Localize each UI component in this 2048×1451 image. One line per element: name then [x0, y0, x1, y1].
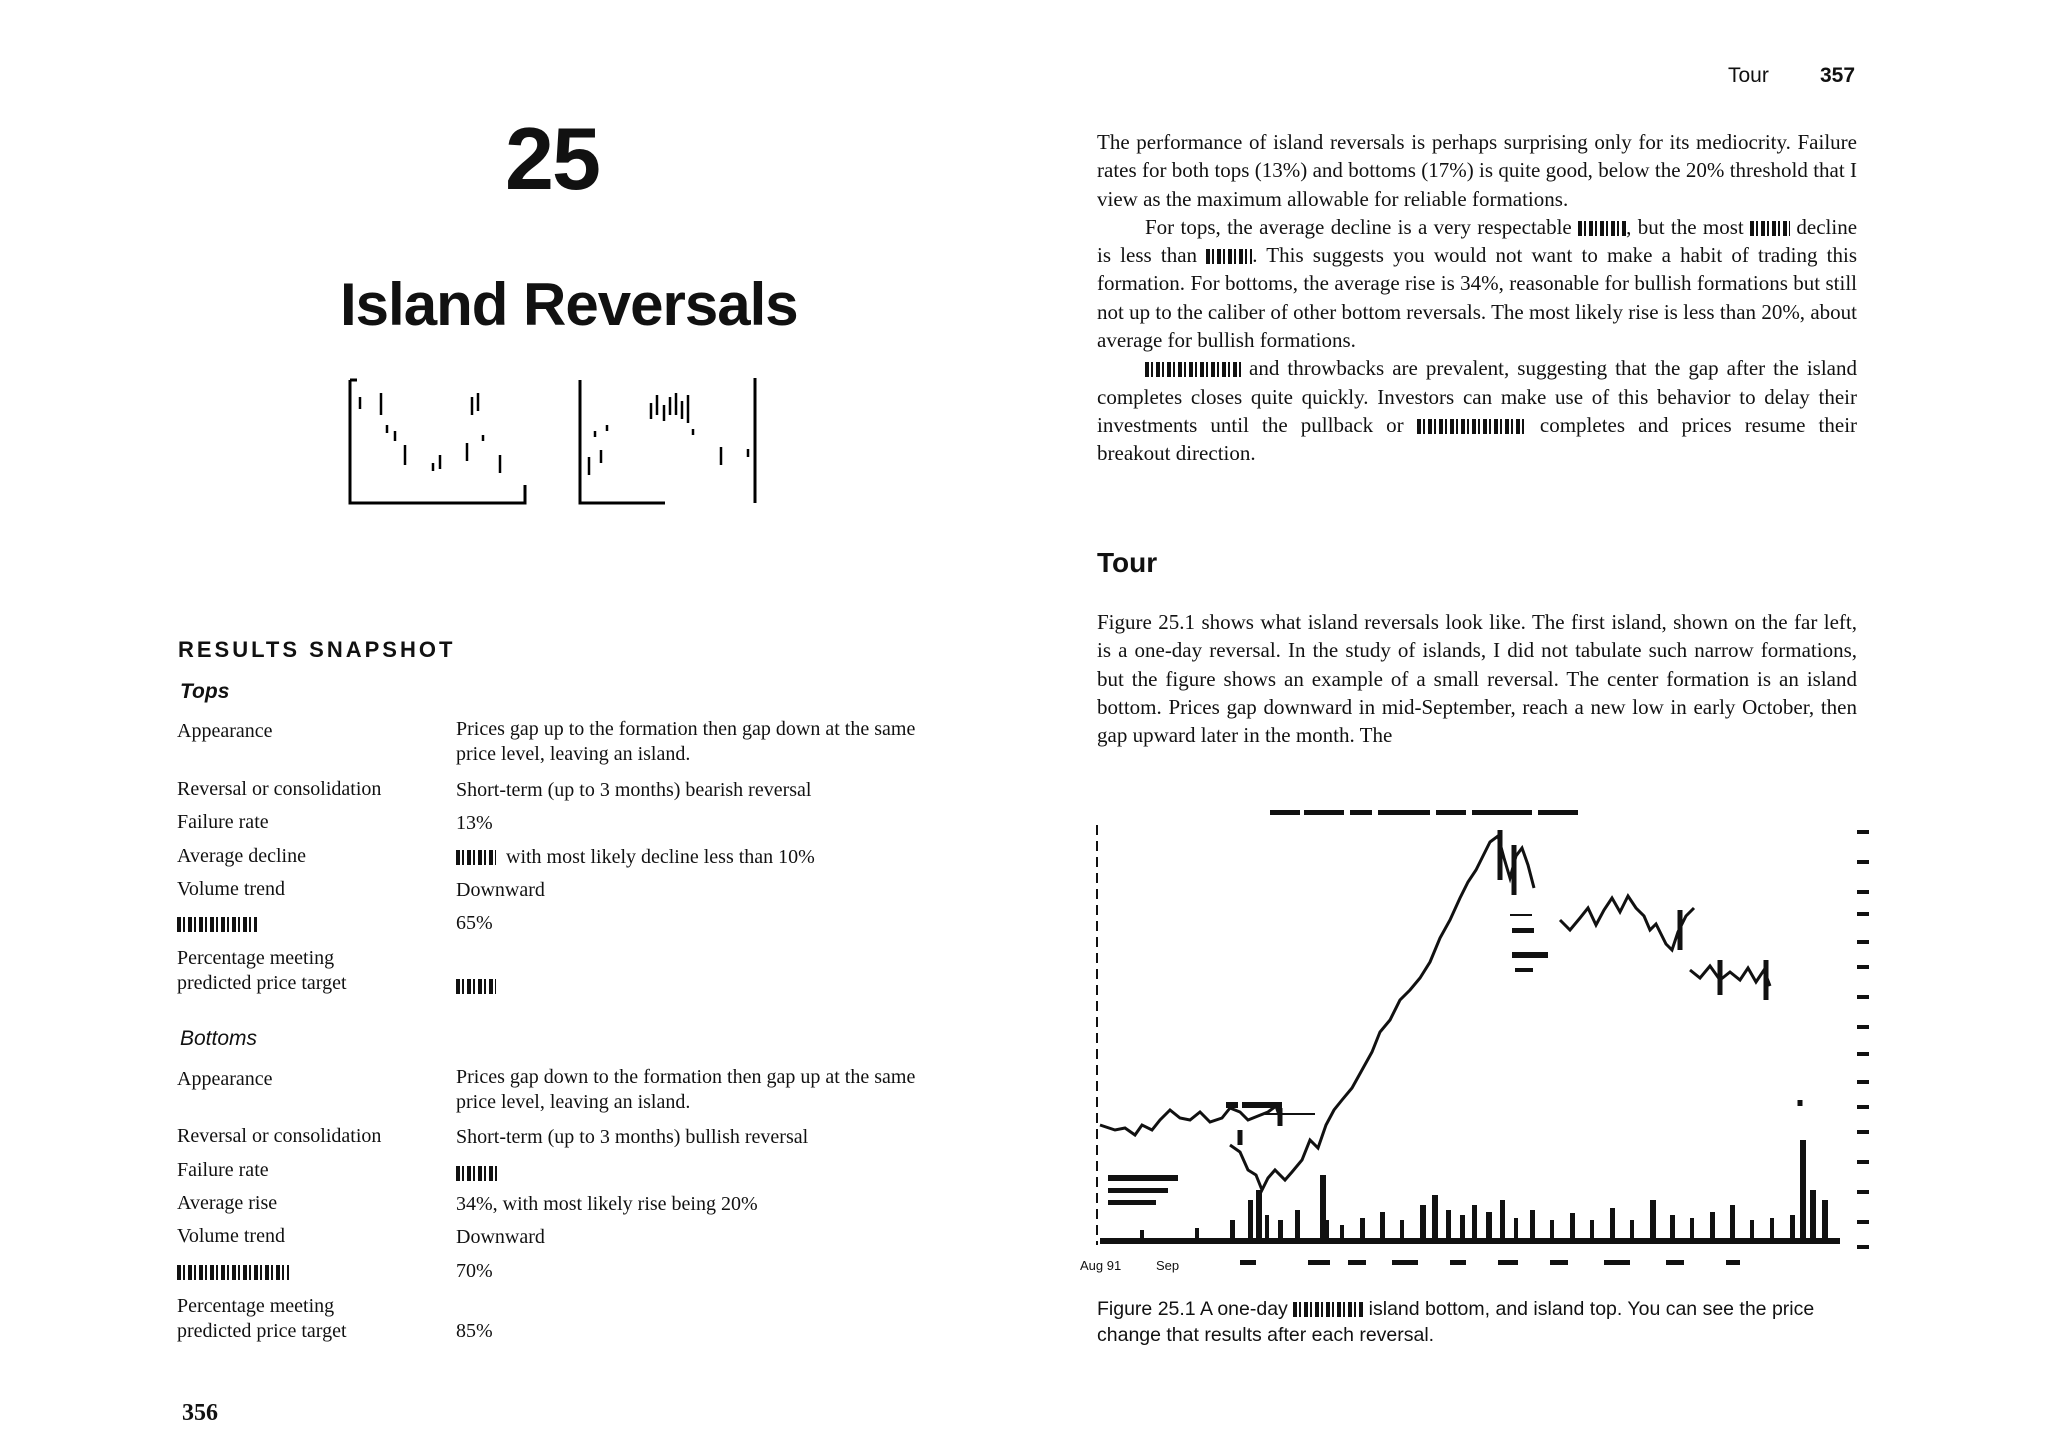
- left-page-number: 356: [182, 1400, 218, 1426]
- bottoms-value-failure-rate: [456, 1161, 936, 1186]
- volume-bars: [1100, 1140, 1840, 1244]
- running-head: Tour: [1728, 64, 1769, 87]
- tops-value-appearance: Prices gap up to the formation then gap down at the same price level, leaving an island.: [456, 718, 916, 765]
- bottoms-value-reversal: Short-term (up to 3 months) bullish reversal: [456, 1126, 809, 1148]
- illegible-text-blot: [177, 1265, 289, 1280]
- bottoms-value-price-target: 85%: [456, 1320, 493, 1342]
- bottoms-value-appearance: Prices gap down to the formation then gap up at the same price level, leaving an island.: [456, 1066, 916, 1113]
- chart-title-illegible: [1270, 810, 1578, 815]
- paragraph-tops-bottoms: For tops, the average decline is a very respectable , but the most decline is less than . This suggests you would not want to make a habit of trading this formation. For bottoms, the average rise is 34%, reasonable for bullish formations but still not up to the caliber of other bottom reversals. The most likely rise is less than 20%, about average for bullish formations.: [1097, 214, 1858, 353]
- bottoms-value-average-rise: 34%, with most likely rise being 20%: [456, 1193, 758, 1215]
- illegible-text-blot: [1206, 249, 1252, 264]
- tour-heading: Tour: [1097, 547, 1158, 578]
- bottoms-label-illegible: [177, 1261, 289, 1284]
- chapter-title: Island Reversals: [340, 271, 798, 338]
- tops-heading: Tops: [180, 680, 230, 703]
- bottoms-label-price-target: Percentage meeting predicted price target: [177, 1295, 347, 1342]
- illegible-text-blot: [1417, 419, 1527, 434]
- bottoms-label-failure-rate: Failure rate: [177, 1159, 269, 1181]
- bottoms-label-average-rise: Average rise: [177, 1192, 278, 1214]
- paragraph-pullbacks: and throwbacks are prevalent, suggesting that the gap after the island completes closes quite quickly. Investors can make use of this behavior to delay their investments until the pullback or completes and prices resume their breakout direction.: [1097, 356, 1858, 466]
- chart-annotations-illegible: [1108, 928, 1548, 1205]
- results-snapshot-title: RESULTS SNAPSHOT: [178, 637, 456, 662]
- tops-value-price-target: [456, 974, 936, 999]
- illegible-text-blot: [1750, 221, 1790, 236]
- tops-value-average-decline: with most likely decline less than 10%: [456, 845, 936, 870]
- tops-label-appearance: Appearance: [177, 720, 273, 742]
- x-ticks-illegible: [1240, 1260, 1740, 1265]
- tops-value-illegible-row: 65%: [456, 912, 493, 934]
- body-text-intro: [1097, 128, 1857, 468]
- illegible-text-blot: [456, 850, 496, 865]
- x-tick-sep: Sep: [1156, 1258, 1180, 1273]
- bottoms-label-volume-trend: Volume trend: [177, 1225, 285, 1247]
- bottoms-label-reversal: Reversal or consolidation: [177, 1125, 382, 1147]
- bottoms-value-volume-trend: Downward: [456, 1226, 545, 1248]
- body-text-tour: [1097, 608, 1857, 749]
- bottoms-heading: Bottoms: [180, 1027, 258, 1050]
- tops-label-illegible: [177, 913, 257, 936]
- chapter-number: 25: [505, 109, 599, 208]
- tops-value-volume-trend: Downward: [456, 879, 545, 901]
- price-series: [1100, 836, 1770, 1190]
- price-bars: [1240, 830, 1800, 1145]
- figure-25-1-chart: [1080, 800, 1880, 1280]
- illegible-text-blot: [177, 917, 257, 932]
- bottoms-value-illegible-row: 70%: [456, 1260, 493, 1282]
- illegible-text-blot: [456, 979, 496, 994]
- figure-caption: Figure 25.1 A one-day island bottom, and island top. You can see the price change that results after each reversal.: [1097, 1298, 1815, 1346]
- right-page-number: 357: [1820, 64, 1856, 87]
- right-axis-ticks: [1857, 830, 1869, 1249]
- island-markers: [1265, 915, 1532, 1114]
- bottoms-label-appearance: Appearance: [177, 1068, 273, 1090]
- paragraph-performance: The performance of island reversals is perhaps surprising only for its mediocrity. Failure rates for both tops (13%) and bottoms (17%) is quite good, below the 20% threshold that I view as the maximum allowable for reliable formations.: [1097, 130, 1857, 211]
- illegible-text-blot: [1145, 362, 1241, 377]
- chapter-illustration: [345, 375, 775, 505]
- tops-label-average-decline: Average decline: [177, 845, 306, 867]
- illegible-text-blot: [1293, 1302, 1363, 1317]
- tops-label-reversal: Reversal or consolidation: [177, 778, 382, 800]
- illegible-text-blot: [456, 1166, 498, 1181]
- tops-label-price-target: Percentage meeting predicted price target: [177, 947, 347, 994]
- x-tick-aug: Aug 91: [1080, 1258, 1122, 1273]
- tops-label-failure-rate: Failure rate: [177, 811, 269, 833]
- tops-value-reversal: Short-term (up to 3 months) bearish reversal: [456, 779, 812, 801]
- tops-label-volume-trend: Volume trend: [177, 878, 285, 900]
- paragraph-tour: Figure 25.1 shows what island reversals look like. The first island, shown on the far left, is a one-day reversal. In the study of islands, I did not tabulate such narrow formations, but the figure shows an example of a small reversal. The center formation is an island bottom. Prices gap downward in mid-September, reach a new low in early October, then gap upward later in the month. The: [1097, 610, 1857, 748]
- tops-value-failure-rate: 13%: [456, 812, 493, 834]
